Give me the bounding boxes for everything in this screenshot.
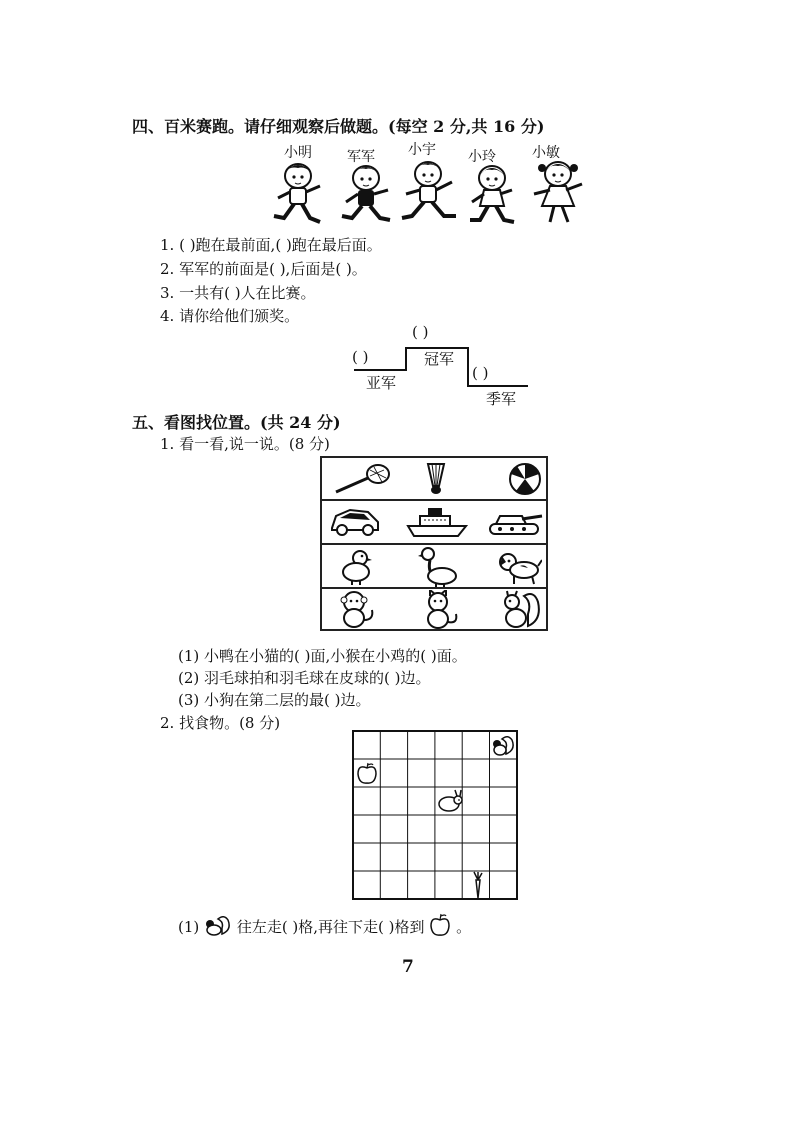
podium-third-label: 季军 <box>486 390 517 408</box>
tank-icon <box>486 508 544 538</box>
chick-icon <box>340 548 374 586</box>
squirrel-icon <box>204 916 232 936</box>
podium-champion-blank: ( ) <box>412 323 429 341</box>
ball-icon <box>508 462 542 496</box>
part-1-title: 1. 看一看,说一说。(8 分) <box>160 435 330 453</box>
question-5-1-2: (2) 羽毛球拍和羽毛球在皮球的( )边。 <box>178 669 431 687</box>
podium-second-blank: ( ) <box>352 348 369 366</box>
question-4-1: 1. ( )跑在最前面,( )跑在最后面。 <box>160 236 382 254</box>
podium-third-blank: ( ) <box>472 364 489 382</box>
page-number: 7 <box>402 957 414 977</box>
runner-boy-icon <box>398 158 460 228</box>
runner-name-5: 小敏 <box>532 145 560 161</box>
runner-name-2: 军军 <box>347 149 375 165</box>
section-5-heading: 五、看图找位置。(共 24 分) <box>132 413 341 432</box>
podium-second-label: 亚军 <box>366 374 397 392</box>
question-5-2-1 <box>178 913 471 937</box>
runner-girl-icon <box>528 158 590 230</box>
runner-name-1: 小明 <box>284 145 312 161</box>
question-4-2: 2. 军军的前面是( ),后面是( )。 <box>160 260 367 278</box>
monkey-icon <box>336 590 376 630</box>
runner-girl-icon <box>462 162 522 230</box>
ship-icon <box>406 504 468 540</box>
grid-divider <box>322 543 546 545</box>
cat-icon <box>420 590 460 630</box>
badminton-racket-icon <box>332 462 392 496</box>
runner-name-3: 小宇 <box>408 142 436 158</box>
runner-boy-icon <box>336 162 396 230</box>
question-5-1-1: (1) 小鸭在小猫的( )面,小猴在小鸡的( )面。 <box>178 647 467 665</box>
question-5-2-1-end: 。 <box>456 918 472 936</box>
shuttlecock-icon <box>424 462 448 496</box>
car-icon <box>328 506 382 538</box>
runner-name-4: 小玲 <box>468 149 496 165</box>
question-4-3: 3. 一共有( )人在比赛。 <box>160 284 316 302</box>
grid-divider <box>322 499 546 501</box>
food-grid <box>352 730 520 902</box>
squirrel-icon <box>498 590 542 630</box>
podium-champion-label: 冠军 <box>424 350 455 368</box>
question-5-2-1-text: 往左走( )格,再往下走( )格到 <box>236 918 425 936</box>
runner-boy-icon <box>270 160 330 230</box>
picture-grid <box>320 456 548 631</box>
question-4-4: 4. 请你给他们颁奖。 <box>160 307 300 325</box>
duck-icon <box>418 546 458 588</box>
apple-icon <box>429 913 451 937</box>
question-5-1-3: (3) 小狗在第二层的最( )边。 <box>178 691 371 709</box>
section-4-heading: 四、百米赛跑。请仔细观察后做题。(每空 2 分,共 16 分) <box>132 117 545 136</box>
part-2-title: 2. 找食物。(8 分) <box>160 714 281 732</box>
question-5-2-1-number: (1) <box>178 918 200 936</box>
dog-icon <box>498 550 542 586</box>
